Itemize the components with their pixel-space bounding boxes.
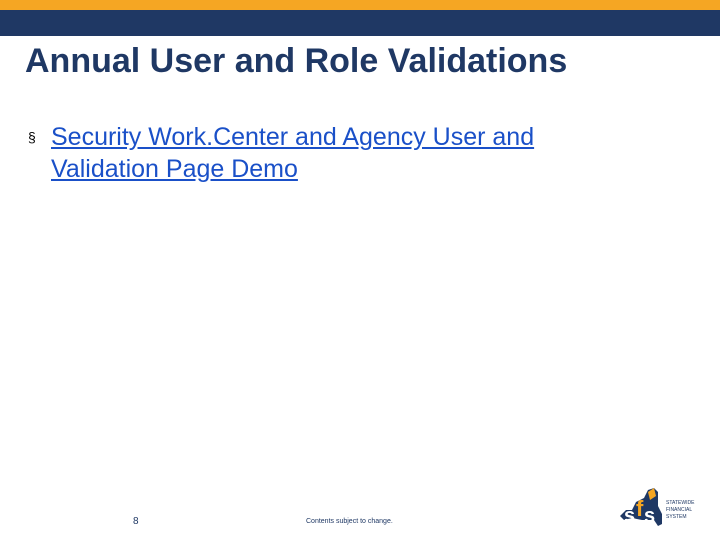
svg-text:STATEWIDE: STATEWIDE [666, 500, 695, 506]
header-gold-bar [0, 0, 720, 10]
svg-text:FINANCIAL: FINANCIAL [666, 507, 693, 513]
slide-title: Annual User and Role Validations [25, 42, 568, 80]
demo-link[interactable]: Security Work.Center and Agency User and Validation Page Demo [51, 123, 535, 183]
bullet-marker: § [28, 129, 36, 145]
footer-note: Contents subject to change. [306, 518, 393, 525]
svg-text:f: f [636, 496, 644, 521]
page-number: 8 [133, 516, 139, 527]
svg-text:s: s [644, 505, 656, 527]
svg-text:s: s [624, 505, 636, 527]
bullet-item [28, 121, 628, 185]
svg-text:SYSTEM: SYSTEM [666, 514, 687, 520]
sfs-logo-icon [618, 486, 698, 530]
header-navy-bar [0, 10, 720, 36]
